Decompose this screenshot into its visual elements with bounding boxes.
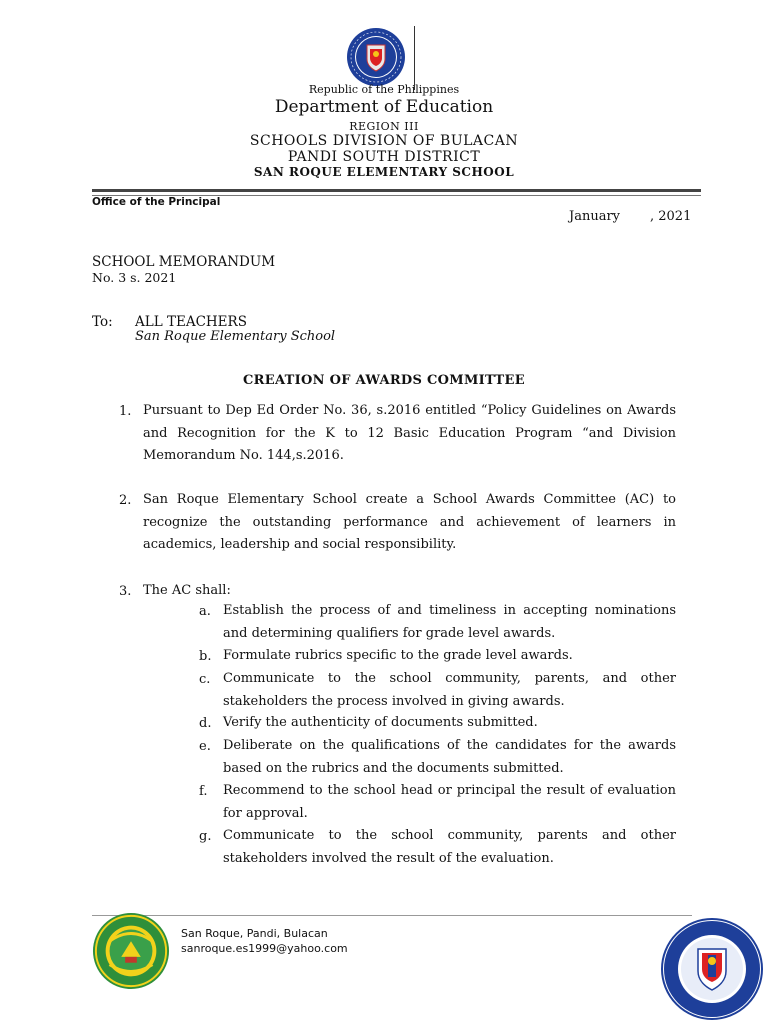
subitem-line: Verify the authenticity of documents submitted.: [223, 715, 538, 730]
subitem: [223, 712, 676, 735]
list-item: [143, 489, 676, 557]
subitem-line: Communicate to the school community, parents and other: [223, 828, 676, 843]
recipient-school: San Roque Elementary School: [135, 329, 336, 344]
item-number: 2.: [119, 493, 132, 508]
item-line: San Roque Elementary School create a School Awards Committee (AC) to: [143, 492, 676, 507]
subitem-letter: g.: [199, 829, 212, 844]
subitem: [223, 825, 676, 870]
subitem-line: Deliberate on the qualifications of the candidates for the awards: [223, 738, 676, 753]
subitem: [223, 735, 676, 780]
subitem-line: Communicate to the school community, parents, and other: [223, 671, 676, 686]
subitem-letter: a.: [199, 604, 211, 619]
subitem-line: based on the rubrics and the documents submitted.: [223, 760, 564, 776]
subitem-line: stakeholders involved the result of the evaluation.: [223, 850, 554, 866]
district-label: PANDI SOUTH DISTRICT: [287, 149, 481, 165]
memo-title: SCHOOL MEMORANDUM: [92, 254, 276, 270]
footer-email: sanroque.es1999@yahoo.com: [181, 942, 348, 955]
subitem-line: and determining qualifiers for grade level awards.: [223, 625, 556, 641]
school-name: SAN ROQUE ELEMENTARY SCHOOL: [253, 165, 515, 179]
memo-number: No. 3 s. 2021: [92, 270, 177, 285]
item-line: Memorandum No. 144,s.2016.: [143, 448, 344, 463]
item-line: The AC shall:: [143, 583, 231, 598]
header-rule-thick: [92, 189, 701, 192]
recipient-name: ALL TEACHERS: [135, 314, 247, 330]
republic-label: Republic of the Philippines: [308, 83, 460, 96]
office-label: Office of the Principal: [92, 196, 221, 208]
subitem-line: Establish the process of and timeliness in accepting nominations: [223, 603, 676, 618]
subitem-letter: b.: [199, 649, 212, 664]
san-roque-school-logo-icon: [92, 912, 170, 990]
item-line: and Recognition for the K to 12 Basic Education Program “and Division: [143, 425, 676, 441]
subitem: [223, 645, 676, 668]
item-number: 1.: [119, 404, 132, 419]
footer-rule: [92, 915, 692, 916]
subitem: [223, 780, 676, 825]
subitem-letter: e.: [199, 739, 211, 754]
item-number: 3.: [119, 584, 132, 599]
division-label: SCHOOLS DIVISION OF BULACAN: [249, 133, 519, 149]
region-label: REGION III: [349, 120, 419, 133]
subitem-line: Formulate rubrics specific to the grade level awards.: [223, 648, 573, 663]
footer-contact: [181, 926, 348, 956]
item-line: Pursuant to Dep Ed Order No. 36, s.2016 entitled “Policy Guidelines on Awards: [143, 403, 676, 418]
subitem-line: stakeholders the process involved in giving awards.: [223, 693, 565, 709]
subitem-letter: c.: [199, 672, 211, 687]
header-divider: [414, 26, 415, 90]
kagawaran-ng-edukasyon-seal-icon: [660, 917, 764, 1021]
item-line: academics, leadership and social responsibility.: [143, 537, 457, 552]
date-year: , 2021: [650, 209, 692, 224]
subitem-letter: f.: [199, 784, 208, 799]
item-line: recognize the outstanding performance and achievement of learners in: [143, 514, 676, 530]
subitem-line: for approval.: [223, 805, 308, 821]
footer-address: San Roque, Pandi, Bulacan: [181, 927, 328, 940]
memo-subject: CREATION OF AWARDS COMMITTEE: [243, 373, 525, 388]
subitem: [223, 668, 676, 713]
date-month: January: [569, 209, 621, 224]
to-label: To:: [92, 314, 113, 330]
subitem-line: Recommend to the school head or principal the result of evaluation: [223, 783, 676, 798]
list-item: [143, 400, 676, 468]
deped-seal-icon: [346, 27, 406, 87]
subitem-letter: d.: [199, 716, 212, 731]
subitem: [223, 600, 676, 645]
department-title: Department of Education: [274, 97, 494, 117]
